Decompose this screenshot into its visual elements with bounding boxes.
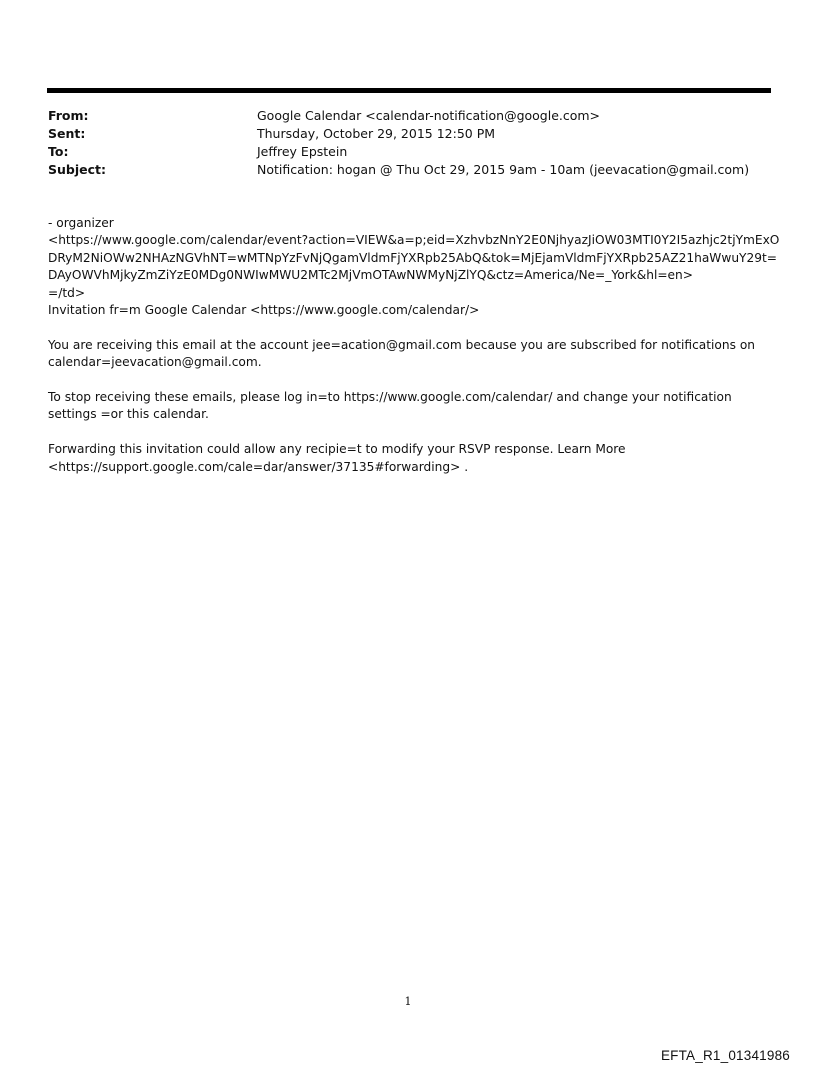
body-line: To stop receiving these emails, please log in=to https://www.google.com/calendar/ and change your notification — [48, 390, 732, 405]
sent-row — [48, 125, 768, 143]
to-label: To: — [48, 144, 69, 159]
sent-label: Sent: — [48, 126, 86, 141]
forwarding-paragraph — [48, 441, 778, 476]
event-link-line: <https://www.google.com/calendar/event?action=VIEW&a=p;eid=XzhvbzNnY2E0NjhyazJiOW03MTI0Y2I5azhjc2tjYmExO — [48, 233, 780, 248]
body-line: - organizer — [48, 216, 114, 230]
email-body — [48, 215, 778, 493]
email-header — [48, 107, 768, 179]
to-value: Jeffrey Epstein — [257, 144, 348, 159]
learn-more-link: <https://support.google.com/cale=dar/answer/37135#forwarding> . — [48, 459, 469, 474]
header-divider — [47, 88, 771, 93]
subject-row — [48, 161, 768, 179]
body-line: calendar=jeevacation@gmail.com. — [48, 355, 262, 370]
event-link-line: DRyM2NiOWw2NHAzNGVhNT=wMTNpYzFvNjQgamVldmFjYXRpb25AbQ&tok=MjEjamVldmFjYXRpb25AZ21haWwuY29t= — [48, 250, 777, 265]
unsubscribe-paragraph — [48, 389, 778, 424]
sent-value: Thursday, October 29, 2015 12:50 PM — [257, 126, 496, 141]
organizer-paragraph — [48, 215, 778, 319]
event-link-line: DAyOWVhMjkyZmZiYzE0MDg0NWIwMWU2MTc2MjVmOTAwNWMyNjZlYQ&ctz=America/Ne=_York&hl=en> — [48, 268, 693, 283]
page-number: 1 — [404, 995, 412, 1008]
body-line: =/td> — [48, 285, 86, 300]
subject-value: Notification: hogan @ Thu Oct 29, 2015 9am - 10am (jeevacation@gmail.com) — [257, 162, 750, 177]
to-row — [48, 143, 768, 161]
from-row — [48, 107, 768, 125]
document-id: EFTA_R1_01341986 — [660, 1048, 790, 1063]
invitation-line: Invitation fr=m Google Calendar <https://www.google.com/calendar/> — [48, 303, 480, 318]
body-line: Forwarding this invitation could allow any recipie=t to modify your RSVP response. Learn More — [48, 442, 626, 457]
body-line: settings =or this calendar. — [48, 407, 209, 422]
account-paragraph — [48, 337, 778, 372]
from-value: Google Calendar <calendar-notification@google.com> — [257, 108, 601, 123]
body-line: You are receiving this email at the account jee=acation@gmail.com because you are subscribed for notifications on — [48, 337, 756, 352]
from-label: From: — [48, 108, 89, 123]
subject-label: Subject: — [48, 162, 106, 177]
